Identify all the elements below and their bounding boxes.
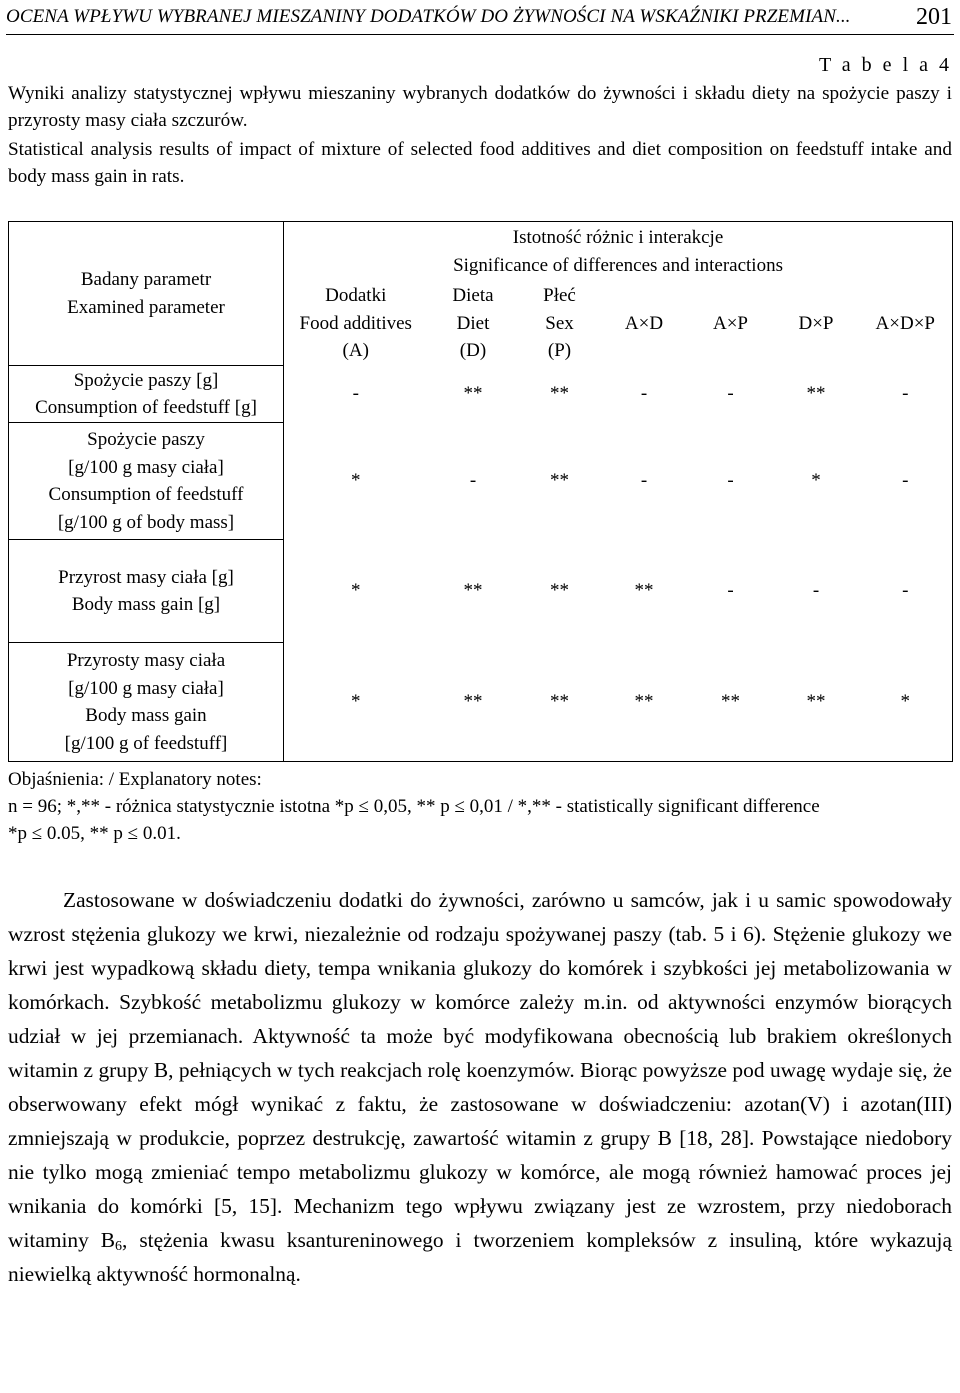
factor-symbol: (D) (459, 340, 487, 362)
param-label-pl: Spożycie paszy [g] (73, 369, 219, 391)
significance-header-pl: Istotność różnic i interakcje (512, 227, 724, 249)
subscript: 6 (115, 1239, 123, 1254)
factor-label-en: Diet (456, 312, 490, 334)
factor-label-pl: Dieta (452, 285, 494, 307)
value-cell: ** (463, 580, 483, 602)
param-label-pl: Przyrost masy ciała [g] (58, 566, 234, 588)
results-table (8, 221, 953, 762)
value-cell: ** (519, 643, 601, 762)
page-number: 201 (916, 4, 952, 30)
value-cell: - (727, 580, 734, 602)
param-label-en: Consumption of feedstuff (48, 484, 244, 505)
paragraph-text: Zastosowane w doświadczeniu dodatki do żywności, zarówno u samców, jak i u samic spowodowały wzrost stężenia glukozy we krwi, niezależnie od rodzaju spożywanej paszy (tab. 5 i 6). Stężenie glukozy we krwi jest wypadkową składu diety, tempa wnikania glukozy do komórek i szybkości jej metabolizowania w komórkach. Szybkość metabolizmu glukozy w komórce zależy m.in. od aktywności enzymów biorących udział w jej przemianach. Aktywność ta może być modyfikowana obecnością lub brakiem określonych witamin z grupy B, pełniących w tych reakcjach rolę koenzymów. Biorąc powyższe pod uwagę wydaje się, że obserwowany efekt mógł wynikać z faktu, że zastosowane w doświadczeniu: azotan(V) i azotan(III) zmniejszają w produkcie, poprzez destrukcję, zawartość witamin z grupy B [18, 28]. Powstające niedobory nie tylko mogą zmieniać tempo metabolizmu glukozy w komórce, ale mogą również hamować proces jej wnikania do komórki [5, 15]. Mechanizm tego wpływu związany jest ze wzrostem, przy niedoborach witaminy B (8, 888, 952, 1252)
notes-line: n = 96; *,** - różnica statystycznie istotna *p ≤ 0,05, ** p ≤ 0,01 / *,** - statistically significant difference (8, 796, 820, 817)
factor-symbol: (A) (342, 340, 369, 362)
value-cell: * (351, 470, 361, 492)
interaction-header-axp: A×P (712, 312, 748, 334)
factor-label-pl: Płeć (543, 285, 576, 307)
table-caption-en: Statistical analysis results of impact of mixture of selected food additives and diet composition on feedstuff intake and body mass gain in rats. (8, 139, 952, 187)
factor-label-en: Sex (545, 312, 574, 334)
table-caption-pl: Wyniki analizy statystycznej wpływu mieszaniny wybranych dodatków do żywności i składu diety na spożycie paszy i przyrosty masy ciała szczurów. (8, 83, 952, 131)
factor-header-additives (284, 282, 428, 366)
param-label-en: Body mass gain [g] (71, 594, 221, 615)
table-row (9, 540, 953, 643)
value-cell: ** (428, 643, 519, 762)
param-label-en: Body mass gain (85, 705, 207, 726)
factor-symbol: (P) (547, 340, 572, 362)
value-cell: * (351, 580, 361, 602)
row-param (9, 540, 284, 643)
param-header-en: Examined parameter (67, 296, 225, 318)
value-cell: - (469, 470, 477, 492)
table-row (9, 366, 953, 423)
param-label-en: Consumption of feedstuff [g] (35, 397, 257, 418)
value-cell: ** (634, 580, 654, 602)
value-cell: * (811, 470, 821, 492)
significance-header (284, 222, 953, 282)
factor-label-en: Food additives (299, 312, 412, 334)
value-cell: - (812, 580, 820, 602)
value-cell: ** (550, 580, 569, 602)
value-cell: - (352, 383, 359, 405)
paragraph (8, 883, 952, 1291)
param-header (9, 222, 284, 366)
param-label-en: [g/100 g of feedstuff] (64, 732, 228, 754)
value-cell: ** (463, 383, 483, 405)
notes-line: *p ≤ 0.05, ** p ≤ 0.01. (8, 823, 181, 844)
value-cell: * (284, 643, 428, 762)
value-cell: - (859, 366, 953, 423)
param-header-pl: Badany parametr (80, 269, 212, 290)
value-cell: - (640, 470, 648, 492)
notes-title: Objaśnienia: / Explanatory notes: (8, 769, 262, 790)
value-cell: ** (550, 383, 569, 405)
value-cell: ** (774, 643, 859, 762)
interaction-header-dxp: D×P (798, 312, 834, 334)
value-cell: - (640, 383, 648, 405)
table-notes (8, 766, 958, 847)
row-param (9, 423, 284, 540)
interaction-header-axd: A×D (624, 312, 664, 334)
param-label-en: [g/100 g of body mass] (57, 511, 235, 533)
value-cell: ** (806, 383, 826, 405)
factor-header-sex (519, 282, 601, 366)
value-cell: - (859, 423, 953, 540)
factor-header-diet (428, 282, 519, 366)
value-cell: ** (601, 643, 688, 762)
interaction-header-axdxp: A×D×P (859, 282, 953, 366)
value-cell: ** (688, 643, 774, 762)
body-paragraph (8, 883, 952, 1291)
param-label-pl: [g/100 g masy ciała] (68, 456, 224, 478)
table-label: T a b e l a 4 (818, 54, 952, 76)
table-row (9, 423, 953, 540)
significance-header-en: Significance of differences and interactions (453, 254, 783, 276)
value-cell: - (727, 383, 734, 405)
value-cell: ** (550, 470, 569, 492)
paragraph-text: , stężenia kwasu ksantureninowego i tworzeniem kompleksów z insuliną, które wykazują niewielką aktywność hormonalną. (8, 1228, 952, 1286)
running-header (6, 4, 954, 35)
value-cell: - (859, 540, 953, 643)
factor-label-pl: Dodatki (325, 285, 387, 307)
running-title: OCENA WPŁYWU WYBRANEJ MIESZANINY DODATKÓW DO ŻYWNOŚCI NA WSKAŹNIKI PRZEMIAN... (6, 6, 851, 27)
param-label-pl: Spożycie paszy (87, 429, 205, 450)
row-param (9, 366, 284, 423)
param-label-pl: [g/100 g masy ciała] (68, 677, 224, 699)
table-row (9, 643, 953, 762)
row-param (9, 643, 284, 762)
param-label-pl: Przyrosty masy ciała (66, 650, 226, 671)
value-cell: * (859, 643, 953, 762)
value-cell: - (727, 470, 734, 492)
